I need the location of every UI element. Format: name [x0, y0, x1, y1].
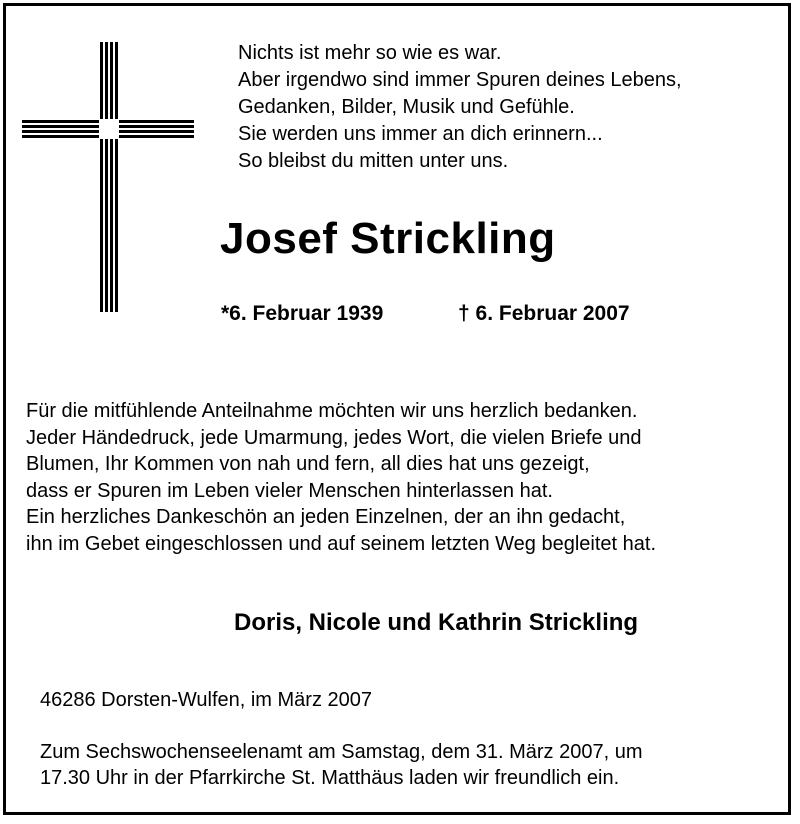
service-line: 17.30 Uhr in der Pfarrkirche St. Matthäus laden wir freundlich ein.: [40, 767, 620, 789]
poem-line: Aber irgendwo sind immer Spuren deines Lebens,: [238, 69, 682, 91]
deceased-name: Josef Strickling: [220, 214, 556, 263]
obituary-notice: [3, 3, 791, 815]
thanks-line: Blumen, Ihr Kommen von nah und fern, all dies hat uns gezeigt,: [26, 453, 590, 475]
thanks-line: Ein herzliches Dankeschön an jeden Einzelnen, der an ihn gedacht,: [26, 506, 626, 528]
poem-line: Sie werden uns immer an dich erinnern...: [238, 123, 603, 145]
poem: [238, 40, 682, 175]
birth-date: *6. Februar 1939: [221, 302, 384, 325]
thanks-line: Für die mitfühlende Anteilnahme möchten wir uns herzlich bedanken.: [26, 400, 638, 422]
cross-icon: [22, 42, 194, 312]
poem-line: So bleibst du mitten unter uns.: [238, 150, 509, 172]
thanks-line: dass er Spuren im Leben vieler Menschen hinterlassen hat.: [26, 479, 553, 502]
poem-line: Gedanken, Bilder, Musik und Gefühle.: [238, 96, 575, 118]
service-line: Zum Sechswochenseelenamt am Samstag, dem 31. März 2007, um: [40, 741, 643, 763]
place-date: 46286 Dorsten-Wulfen, im März 2007: [40, 689, 373, 711]
death-date: † 6. Februar 2007: [458, 302, 630, 325]
thanks-line: ihn im Gebet eingeschlossen und auf seinem letzten Weg begleitet hat.: [26, 532, 657, 555]
service-announcement: [40, 739, 643, 791]
family-signature: Doris, Nicole und Kathrin Strickling: [234, 609, 639, 636]
thanks-line: Jeder Händedruck, jede Umarmung, jedes Wort, die vielen Briefe und: [26, 426, 642, 449]
thanks-text: [26, 398, 656, 557]
poem-line: Nichts ist mehr so wie es war.: [238, 42, 502, 64]
